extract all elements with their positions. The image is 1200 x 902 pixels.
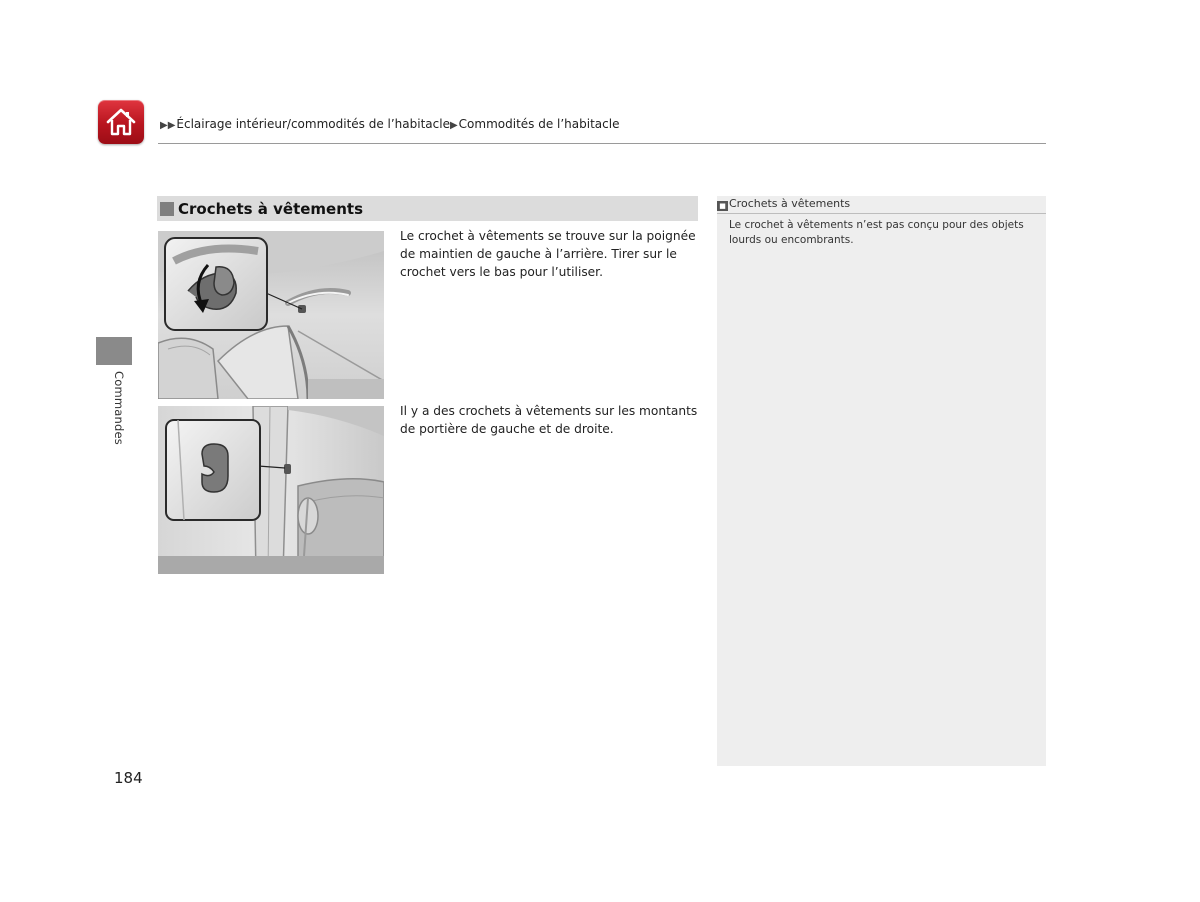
- note-title: [717, 197, 1046, 213]
- breadcrumb-item-interior-conveniences[interactable]: Commodités de l’habitacle: [458, 117, 620, 131]
- note-text: Le crochet à vêtements n’est pas conçu pour des objets lourds ou encombrants.: [729, 219, 1024, 246]
- chapter-label: Commandes: [112, 371, 126, 445]
- paragraph-grab-handle-hook: Le crochet à vêtements se trouve sur la poignée de maintien de gauche à l’arrière. Tirer sur le crochet vers le bas pour l’utiliser.: [400, 229, 696, 279]
- note-divider: [717, 213, 1046, 214]
- paragraph-door-pillar-hooks: Il y a des crochets à vêtements sur les montants de portière de gauche et de droite.: [400, 404, 698, 436]
- note-icon: ■: [717, 201, 728, 211]
- section-title: Crochets à vêtements: [178, 200, 363, 218]
- header-divider: [158, 143, 1046, 144]
- chapter-tab[interactable]: [96, 337, 132, 365]
- page-number: 184: [114, 769, 143, 787]
- breadcrumb-arrow-icon: ▶: [449, 120, 458, 131]
- notes-panel: [717, 196, 1046, 766]
- breadcrumb-arrow-icon: ▶▶: [160, 120, 176, 131]
- section-header: [157, 196, 698, 221]
- note-title-text: Crochets à vêtements: [729, 197, 851, 210]
- section-marker-icon: [160, 202, 174, 216]
- breadcrumb-item-interior-lighting[interactable]: Éclairage intérieur/commodités de l’habitacle: [176, 117, 450, 131]
- illustration-grab-handle-hook: [158, 231, 384, 399]
- home-icon: [105, 106, 137, 138]
- breadcrumb: [160, 117, 619, 133]
- home-button[interactable]: [98, 100, 144, 144]
- illustration-door-pillar-hook: [158, 406, 384, 574]
